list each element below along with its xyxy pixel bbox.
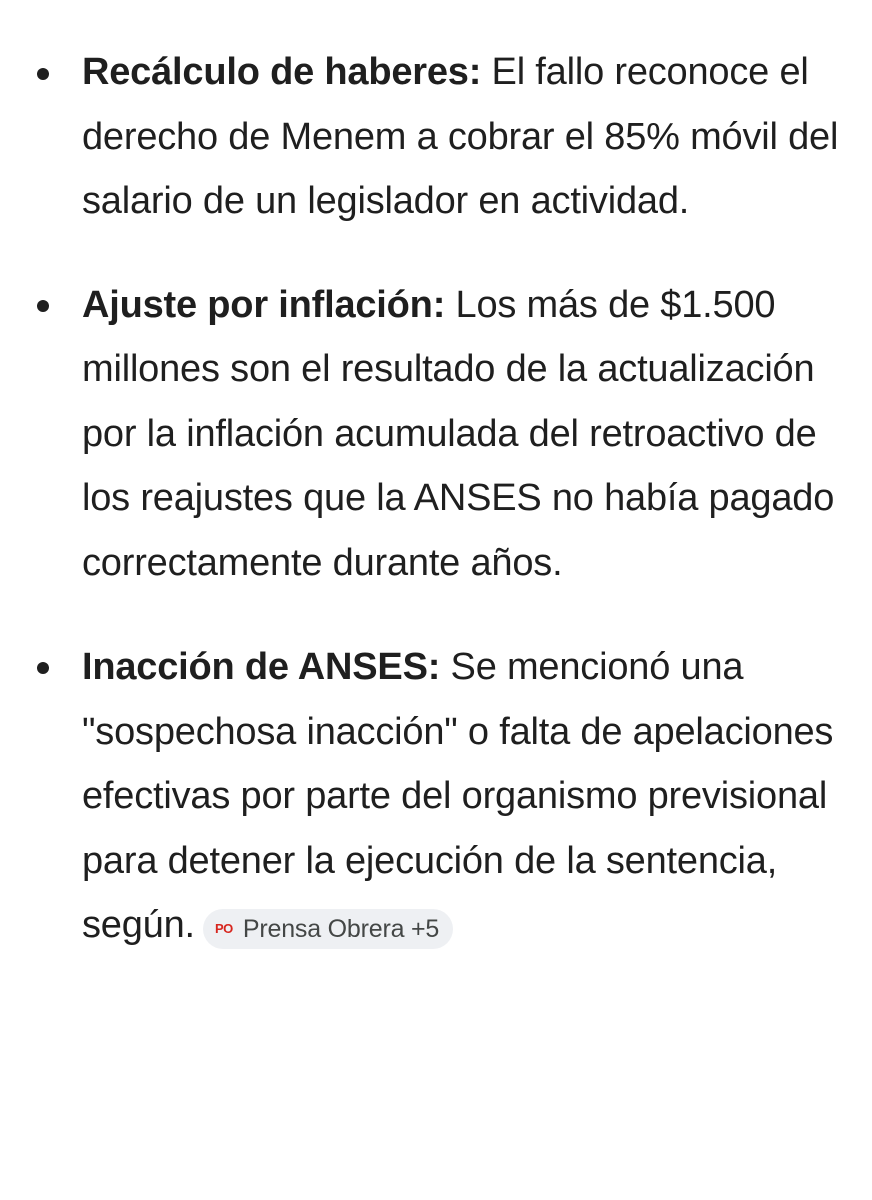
item-body: Los más de $1.500 millones son el resultado de la actualización por la inflación acumulada del retroactivo de los reajustes que la ANSES no había pagado correctamente durante años. [82,283,835,584]
list-item-inaccion [0,595,872,958]
source-chip-label: Prensa Obrera +5 [242,915,440,944]
item-lead: Recálculo de haberes: [82,51,482,93]
source-chip[interactable] [203,909,453,949]
bullet-dot [37,68,49,80]
bullet-dot [37,662,49,674]
bullet-dot [37,300,49,312]
list-item-ajuste [0,234,872,596]
item-body: El fallo reconoce el derecho de Menem a cobrar el 85% móvil del salario de un legislador en actividad. [82,51,839,222]
item-lead: Ajuste por inflación: [82,283,446,326]
item-lead: Inacción de ANSES: [82,646,441,688]
list-item-recalculo [0,0,872,234]
item-body: Se mencionó una "sospechosa inacción" o falta de apelaciones efectivas por parte del organismo previsional para detener la ejecución de la sentencia, según. [82,646,834,946]
prensa-obrera-logo-icon: PO [215,921,233,936]
